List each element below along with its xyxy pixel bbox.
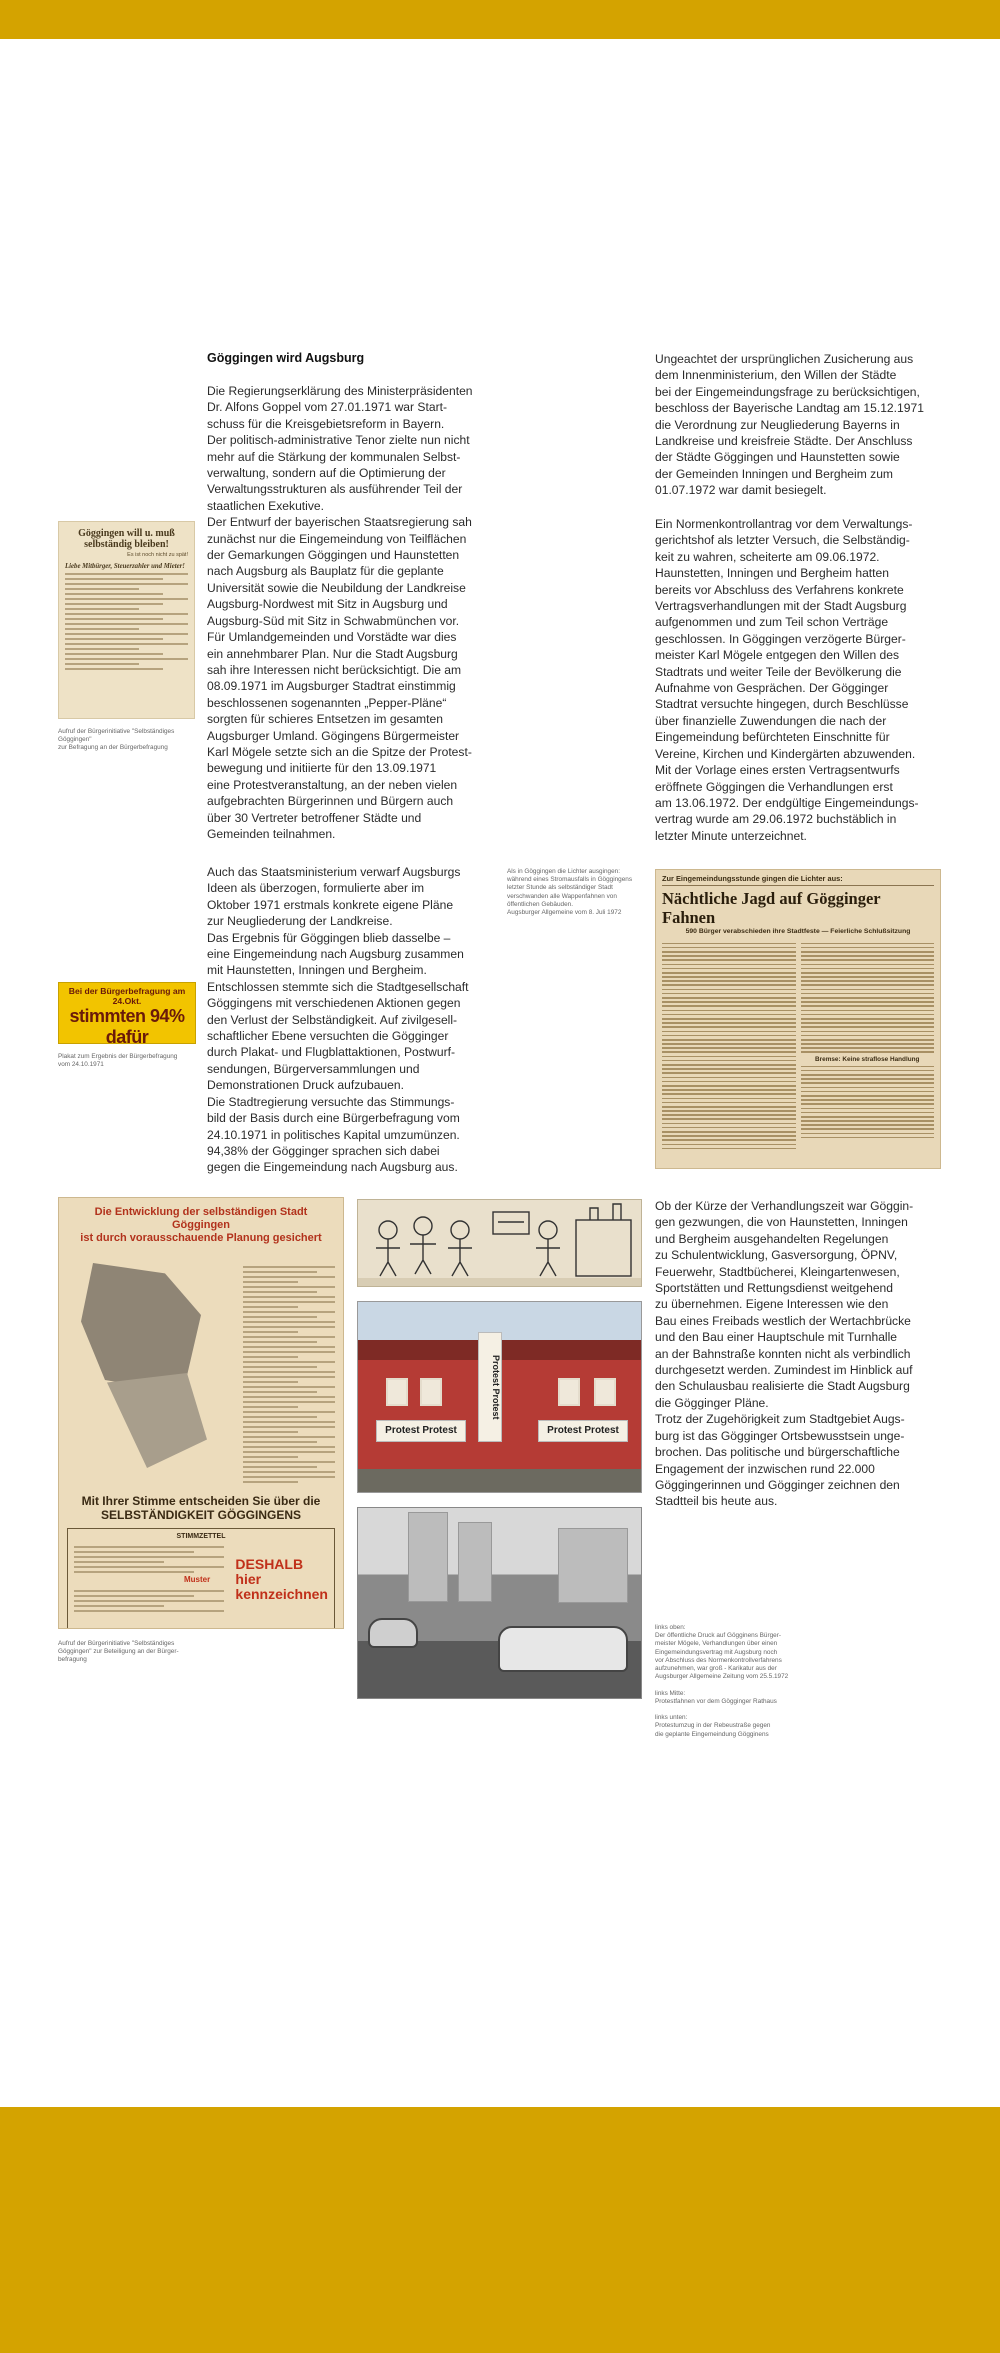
- text-line: [65, 593, 163, 595]
- plakat-line-1: Bei der Bürgerbefragung am 24.Okt.: [68, 986, 186, 1006]
- text-line: [65, 603, 163, 605]
- bottom-color-band: [0, 2107, 1000, 2353]
- text-line: [65, 633, 188, 635]
- leaflet-image-2: [58, 1197, 344, 1629]
- protest-photo-rathaus: [357, 1301, 642, 1493]
- page-title: Göggingen wird Augsburg: [207, 351, 365, 365]
- building: [458, 1522, 492, 1602]
- text-line: [65, 648, 139, 650]
- text-line: [65, 643, 188, 645]
- leaflet1-sub: Es ist noch nicht zu spät!: [127, 552, 188, 558]
- cartoon-drawing: [358, 1200, 642, 1287]
- leaflet1-greeting: Liebe Mitbürger, Steuerzahler und Mieter!: [65, 563, 185, 570]
- top-color-band: [0, 0, 1000, 39]
- text-line: [65, 608, 139, 610]
- text-line: [65, 618, 163, 620]
- col3-paragraph-1: Ungeachtet der ursprünglichen Zusicherung aus dem Innenministerium, den Willen der Städte bei der Eingemeindungsfrage zu berücksichtigen, beschloss der Bayerische Landtag am 15.12.1971 die Verordnung zur Neugliederung Bayerns in Landkreise und kreisfreie Städte. Der Anschluss der Städte Göggingen und Haunstetten sowie der Gemeinden Inningen und Bergheim zum 01.07.1972 war damit besiegelt.: [655, 352, 924, 498]
- text-line: [65, 663, 139, 665]
- text-line: [65, 583, 188, 585]
- text-line: [65, 573, 188, 575]
- window: [386, 1378, 408, 1406]
- building: [408, 1512, 448, 1602]
- leaflet1-caption: Aufruf der Bürgerinitiative "Selbständiges Göggingen" zur Befragung an der Bürgerbefragung: [58, 728, 175, 752]
- clip-headline: Nächtliche Jagd auf Gögginger Fahnen: [662, 889, 881, 927]
- photos-caption: links oben: Der öffentliche Druck auf Gögginens Bürger- meister Mögele, Verhandlungen über einen Eingemeindungsvertrag mit Augsburg noch vor Abschluss des Normenkontrollverfahrens aufzunehmen, war groß - Karikatur aus der Augsburger Allgemeine Zeitung vom 25.5.1972 links Mitte: Protestfahnen vor dem Gögginger Rathaus links unten: Protestumzug in der Rebeustraße gegen die geplante Eingemeindung Gögginens: [655, 1624, 789, 1738]
- vertical-banner: Protest Protest: [478, 1332, 502, 1442]
- text-line: [65, 638, 163, 640]
- city-map-graphic: [67, 1253, 335, 1488]
- leaflet2-vote-headline: Mit Ihrer Stimme entscheiden Sie über die SELBSTÄNDIGKEIT GÖGGINGENS: [81, 1494, 321, 1522]
- text-line: [65, 613, 188, 615]
- clip-kicker: Zur Eingemeindungsstunde gingen die Lichter aus:: [662, 874, 934, 886]
- col3-paragraph-3: Ob der Kürze der Verhandlungszeit war Göggin- gen gezwungen, die von Haunstetten, Inningen und Bergheim ausgehandelten Regelungen zu Schulentwicklung, Gasversorgung, ÖPNV, Feuerwehr, Stadtbücherei, Kleingartenwesen, Sportstätten und Rettungsdienst weitgehend zu übernehmen. Eigene Interessen wie den Bau eines Freibads westlich der Wertachbrücke und den Bau einer Hauptschule mit Turnhalle an der Bahnstraße konnten nicht als verbindlich durchgesetzt werden. Zumindest im Hinblick auf den Schulausbau realisierte die Stadt Augsburg die Gögginger Pläne. Trotz der Zugehörigkeit zum Stadtgebiet Augs- burg ist das Gögginger Ortsbewusstsein unge- brochen. Das politische und bürgerschaftliche Engagement der inzwischen rund 22.000 Göggingerinnen und Gögginger zeichnen den Stadtteil bis heute aus.: [655, 1199, 914, 1509]
- clip-subhead: Bremse: Keine straflose Handlung: [815, 1056, 920, 1064]
- protest-march-photo: [357, 1507, 642, 1699]
- ballot-red-note: DESHALB hier kennzeichnen: [235, 1556, 328, 1602]
- col1-paragraph-2: Auch das Staatsministerium verwarf Augsburgs Ideen als überzogen, formulierte aber im Oktober 1971 erstmals konkrete eigene Pläne zur Neugliederung der Landkreise. Das Ergebnis für Göggingen blieb dasselbe – eine Eingemeindung nach Augsburg zusammen mit Haunstetten, Inningen und Bergheim. Entschlossen stemmte sich die Stadtgesellschaft Göggingens mit verschiedenen Aktionen gegen den Verlust der Selbständigkeit. Auf zivilgesell- schaftlicher Ebene versuchten die Gögginger durch Plakat- und Flugblattaktionen, Postwurf- sendungen, Bürgerversammlungen und Demonstrationen Druck aufzubauen. Die Stadtregierung versuchte das Stimmungs- bild der Basis durch eine Bürgerbefragung vom 24.10.1971 in politisches Kapital umzumünzen. 94,38% der Gögginger sprachen sich dabei gegen die Eingemeindung nach Augsburg aus.: [207, 865, 469, 1175]
- plakat-image: [58, 982, 196, 1044]
- text-line: [65, 588, 139, 590]
- text-line: [65, 653, 163, 655]
- text-line: [65, 628, 139, 630]
- protest-banner-left: Protest Protest: [376, 1420, 466, 1442]
- text-line: [65, 598, 188, 600]
- window: [558, 1378, 580, 1406]
- col1-paragraph-1: Die Regierungserklärung des Ministerpräsidenten Dr. Alfons Goppel vom 27.01.1971 war Start- schuss für die Kreisgebietsreform in Bayern. Der politisch-administrative Tenor zielte nun nicht mehr auf die Stärkung der kommunalen Selbst- verwaltung, sondern auf die Optimierung der Verwaltungsstrukturen als ausführender Teil der staatlichen Exekutive. Der Entwurf der bayerischen Staatsregierung sah zunächst nur die Eingemeindung von Teilflächen der Gemarkungen Göggingen und Haunstetten nach Augsburg als Bauplatz für die geplante Universität sowie die Neubildung der Landkreise Augsburg-Nordwest mit Sitz in Augsburg und Augsburg-Süd mit Sitz in Schwabmünchen vor. Für Umlandgemeinden und Vorstädte war dies ein annehmbarer Plan. Nur die Stadt Augsburg sah ihre Interessen nicht berücksichtigt. Die am 08.09.1971 im Augsburger Stadtrat einstimmig beschlossenen sogenannten „Pepper-Pläne“ sorgten für schieres Entsetzen im gesamten Augsburger Umland. Gögingens Bürgermeister Karl Mögele setzte sich an die Spitze der Protest- bewegung und initiierte für den 13.09.1971 eine Protestveranstaltung, an der neben vielen aufgebrachten Bürgerinnen und Bürgern auch über 30 Vertreter betroffener Städte und Gemeinden teilnahmen.: [207, 384, 473, 841]
- car: [368, 1618, 418, 1648]
- leaflet2-caption: Aufruf der Bürgerinitiative "Selbständiges Göggingen" zur Beteiligung an der Bürger- befragung: [58, 1640, 179, 1664]
- col3-paragraph-2: Ein Normenkontrollantrag vor dem Verwaltungs- gerichtshof als letzter Versuch, die Selbständig- keit zu wahren, scheiterte am 09.06.1972. Haunstetten, Inningen und Bergheim hatten bereits vor Abschluss des Verfahrens konkrete Vertragsverhandlungen mit der Stadt Augsburg aufgenommen und zum Teil schon Verträge geschlossen. In Göggingen verzögerte Bürger- meister Karl Mögele entgegen den Willen des Stadtrats und weiter Teile der Bevölkerung die Aufnahme von Gesprächen. Der Gögginger Stadtrat versuchte hingegen, durch Beschlüsse über finanzielle Zuwendungen die nach der Eingemeindung befürchteten Einschnitte für Vereine, Kirchen und Kindergärten abzuwenden. Mit der Vorlage eines ersten Vertragsentwurfs eröffnete Göggingen die Verhandlungen erst am 13.06.1972. Der endgültige Eingemeindungs- vertrag wurde am 29.06.1972 buchstäblich in letzter Minute unterzeichnet.: [655, 517, 919, 843]
- ballot-sample: [67, 1528, 335, 1629]
- cartoon-image: [357, 1199, 642, 1287]
- protest-banner-right: Protest Protest: [538, 1420, 628, 1442]
- ballot-sample-label: Muster: [184, 1575, 211, 1584]
- clip-caption: Als in Göggingen die Lichter ausgingen: während eines Stromausfalls in Göggingens letzter Stunde als selbständiger Stadt verschwanden alle Wappenfahnen von öffentlichen Gebäuden. Augsburger Allgemeine vom 8. Juli 1972: [507, 868, 633, 917]
- leaflet1-headline: Göggingen will u. muß selbständig bleiben!: [78, 528, 175, 550]
- clip-subline: 590 Bürger verabschieden ihre Stadtfeste — Feierliche Schlußsitzung: [685, 928, 911, 935]
- clip-column-2: [801, 940, 935, 1149]
- text-line: [65, 668, 163, 670]
- text-line: [65, 623, 188, 625]
- building: [558, 1528, 628, 1603]
- car: [498, 1626, 628, 1672]
- clip-column-1: [662, 940, 796, 1149]
- ballot-title: STIMMZETTEL: [176, 1533, 226, 1540]
- leaflet2-headline: Die Entwicklung der selbständigen Stadt Göggingen ist durch vorausschauende Planung gesichert: [80, 1206, 322, 1244]
- window: [594, 1378, 616, 1406]
- plakat-caption: Plakat zum Ergebnis der Bürgerbefragung vom 24.10.1971: [58, 1053, 178, 1069]
- plakat-line-2: stimmten 94% dafür: [69, 1006, 185, 1044]
- newspaper-clipping: [655, 869, 941, 1169]
- text-line: [65, 658, 188, 660]
- window: [420, 1378, 442, 1406]
- leaflet-image-1: [58, 521, 195, 719]
- text-line: [65, 578, 163, 580]
